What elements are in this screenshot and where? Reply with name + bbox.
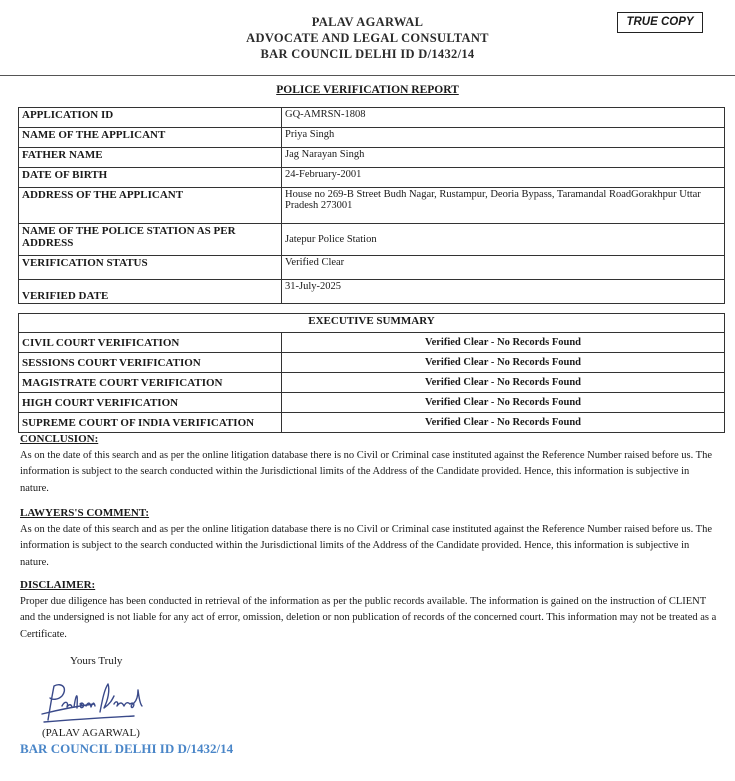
true-copy-stamp: TRUE COPY <box>617 12 703 33</box>
conclusion-text: As on the date of this search and as per the online litigation database there is no Civil or Criminal case instituted against the Reference Number raised before us. The information is subject to the search conducted within the Jurisdictional limits of the Address of the Candidate provided. Hence, this information is subjective in nature. <box>20 449 713 494</box>
summary-value: Verified Clear - No Records Found <box>282 373 725 393</box>
signer-bar-council-id: BAR COUNCIL DELHI ID D/1432/14 <box>20 741 234 756</box>
summary-row <box>19 413 725 433</box>
details-row <box>19 188 725 224</box>
handwritten-signature <box>38 680 148 731</box>
summary-row <box>19 333 725 353</box>
summary-value: Verified Clear - No Records Found <box>282 393 725 413</box>
summary-value: Verified Clear - No Records Found <box>282 353 725 373</box>
header-divider <box>0 75 735 76</box>
conclusion-heading: CONCLUSION: <box>20 433 99 445</box>
details-value: 31-July-2025 <box>282 280 725 304</box>
details-label: VERIFICATION STATUS <box>19 256 282 280</box>
details-value: Priya Singh <box>282 128 725 148</box>
details-label: NAME OF THE POLICE STATION AS PER ADDRESS <box>19 224 282 256</box>
details-value: Verified Clear <box>282 256 725 280</box>
details-value: Jag Narayan Singh <box>282 148 725 168</box>
summary-value: Verified Clear - No Records Found <box>282 333 725 353</box>
advocate-bar-id: BAR COUNCIL DELHI ID D/1432/14 <box>260 47 475 61</box>
details-row <box>19 280 725 304</box>
disclaimer-section <box>20 577 720 643</box>
summary-label: HIGH COURT VERIFICATION <box>19 393 282 413</box>
lawyers-comment-heading: LAWYERS'S COMMENT: <box>20 507 150 519</box>
summary-label: SUPREME COURT OF INDIA VERIFICATION <box>19 413 282 433</box>
closing-salutation: Yours Truly <box>70 655 123 667</box>
details-row <box>19 168 725 188</box>
details-label: FATHER NAME <box>19 148 282 168</box>
summary-label: MAGISTRATE COURT VERIFICATION <box>19 373 282 393</box>
details-label: DATE OF BIRTH <box>19 168 282 188</box>
summary-label: CIVIL COURT VERIFICATION <box>19 333 282 353</box>
executive-summary-table <box>18 313 725 433</box>
details-row <box>19 128 725 148</box>
advocate-name: PALAV AGARWAL <box>311 15 424 29</box>
signer-name: (PALAV AGARWAL) <box>42 727 140 739</box>
details-label: ADDRESS OF THE APPLICANT <box>19 188 282 224</box>
details-value: Jatepur Police Station <box>282 224 725 256</box>
advocate-designation: ADVOCATE AND LEGAL CONSULTANT <box>246 31 489 45</box>
lawyers-comment-section <box>20 505 720 571</box>
summary-label: SESSIONS COURT VERIFICATION <box>19 353 282 373</box>
summary-row <box>19 373 725 393</box>
summary-row <box>19 353 725 373</box>
details-value: House no 269-B Street Budh Nagar, Rustampur, Deoria Bypass, Taramandal RoadGorakhpur Uttar Pradesh 273001 <box>282 188 725 224</box>
executive-summary-title: EXECUTIVE SUMMARY <box>19 314 725 333</box>
details-label: APPLICATION ID <box>19 108 282 128</box>
details-value: 24-February-2001 <box>282 168 725 188</box>
summary-value: Verified Clear - No Records Found <box>282 413 725 433</box>
summary-row <box>19 393 725 413</box>
report-title: POLICE VERIFICATION REPORT <box>276 84 459 96</box>
disclaimer-heading: DISCLAIMER: <box>20 579 96 591</box>
details-label: VERIFIED DATE <box>19 280 282 304</box>
details-row <box>19 148 725 168</box>
details-label: NAME OF THE APPLICANT <box>19 128 282 148</box>
details-row <box>19 224 725 256</box>
disclaimer-text: Proper due diligence has been conducted in retrieval of the information as per the public records available. The information is gained on the instruction of CLIENT and the undersigned is not liable for any act of error, omission, deletion or non publication of records of the concerned court. This information may not be treated as a Certificate. <box>20 595 717 640</box>
applicant-details-table <box>18 107 725 304</box>
details-row <box>19 108 725 128</box>
conclusion-section <box>20 431 720 497</box>
details-row <box>19 256 725 280</box>
lawyers-comment-text: As on the date of this search and as per the online litigation database there is no Civil or Criminal case instituted against the Reference Number raised before us. The information is subject to the search conducted within the Jurisdictional limits of the Address of the Candidate provided. Hence, this information is subjective in nature. <box>20 523 713 568</box>
details-value: GQ-AMRSN-1808 <box>282 108 725 128</box>
